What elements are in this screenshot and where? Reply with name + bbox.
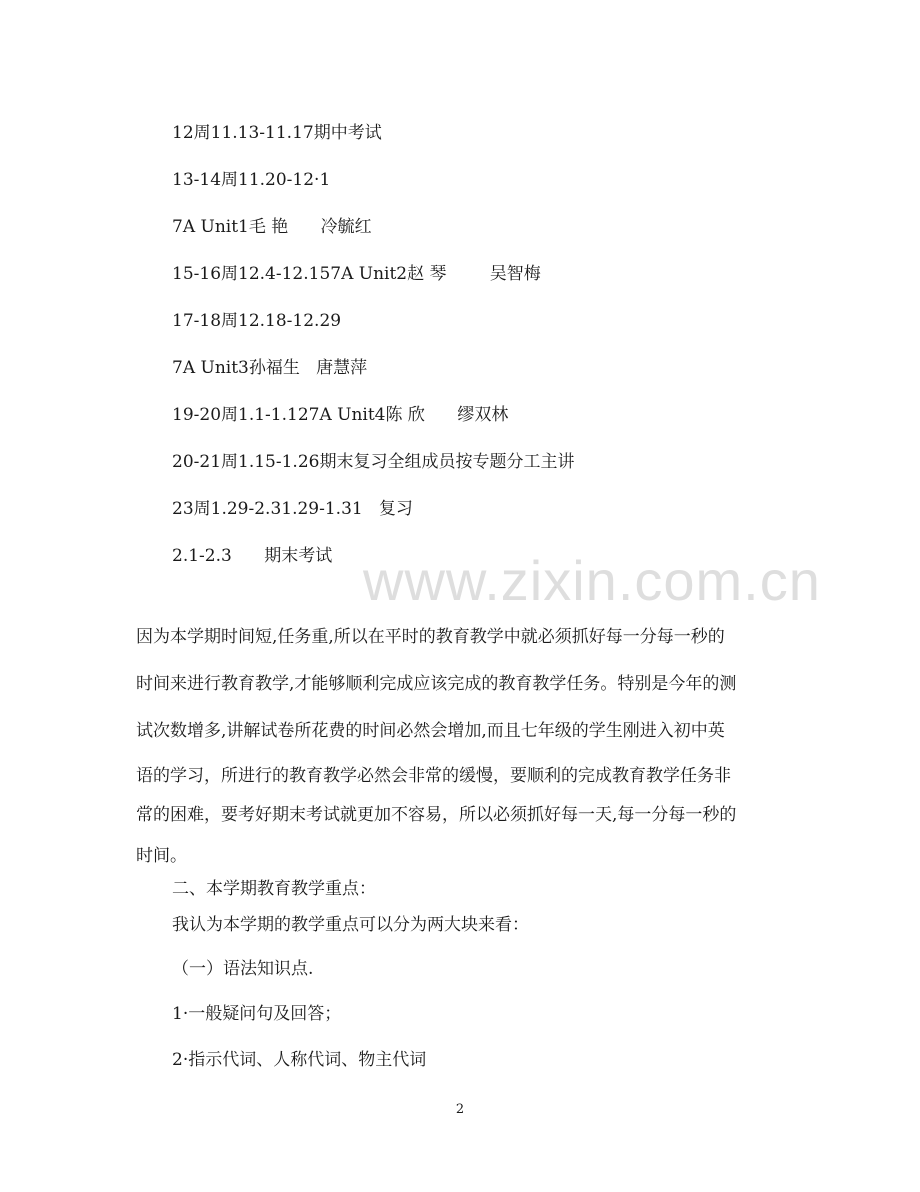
schedule-line-6: 7A Unit3孙福生 唐慧萍 bbox=[172, 358, 368, 378]
paragraph-line-3: 试次数增多,讲解试卷所花费的时间必然会增加,而且七年级的学生刚进入初中英 bbox=[136, 721, 725, 741]
paragraph-line-5: 常的困难，要考好期末考试就更加不容易，所以必须抓好每一天,每一分每一秒的 bbox=[136, 805, 737, 825]
schedule-line-3: 7A Unit1毛 艳 冷毓红 bbox=[172, 217, 372, 237]
schedule-line-2: 13-14周11.20-12·1 bbox=[172, 170, 331, 190]
intro-text: 我认为本学期的教学重点可以分为两大块来看： bbox=[172, 915, 529, 935]
page-number: 2 bbox=[455, 1102, 465, 1117]
paragraph-line-1: 因为本学期时间短,任务重,所以在平时的教育教学中就必须抓好每一分每一秒的 bbox=[136, 627, 725, 647]
paragraph-line-6: 时间。 bbox=[136, 846, 187, 866]
schedule-line-1: 12周11.13-11.17期中考试 bbox=[172, 123, 382, 143]
schedule-line-4: 15-16周12.4-12.157A Unit2赵 琴 吴智梅 bbox=[172, 264, 541, 284]
schedule-line-10: 2.1-2.3 期末考试 bbox=[172, 546, 333, 566]
subheading: （一）语法知识点. bbox=[172, 959, 314, 979]
list-item-2: 2·指示代词、人称代词、物主代词 bbox=[172, 1050, 427, 1070]
section-heading: 二、本学期教育教学重点： bbox=[172, 879, 376, 899]
paragraph-line-2: 时间来进行教育教学,才能够顺利完成应该完成的教育教学任务。特别是今年的测 bbox=[136, 674, 737, 694]
schedule-line-5: 17-18周12.18-12.29 bbox=[172, 311, 342, 331]
watermark: www.zixin.com.cn bbox=[363, 549, 821, 612]
schedule-line-7: 19-20周1.1-1.127A Unit4陈 欣 缪双林 bbox=[172, 405, 509, 425]
schedule-line-9: 23周1.29-2.31.29-1.31 复习 bbox=[172, 499, 413, 519]
paragraph-line-4: 语的学习，所进行的教育教学必然会非常的缓慢，要顺利的完成教育教学任务非 bbox=[136, 766, 731, 786]
schedule-line-8: 20-21周1.15-1.26期末复习全组成员按专题分工主讲 bbox=[172, 452, 575, 472]
list-item-1: 1·一般疑问句及回答； bbox=[172, 1004, 342, 1024]
